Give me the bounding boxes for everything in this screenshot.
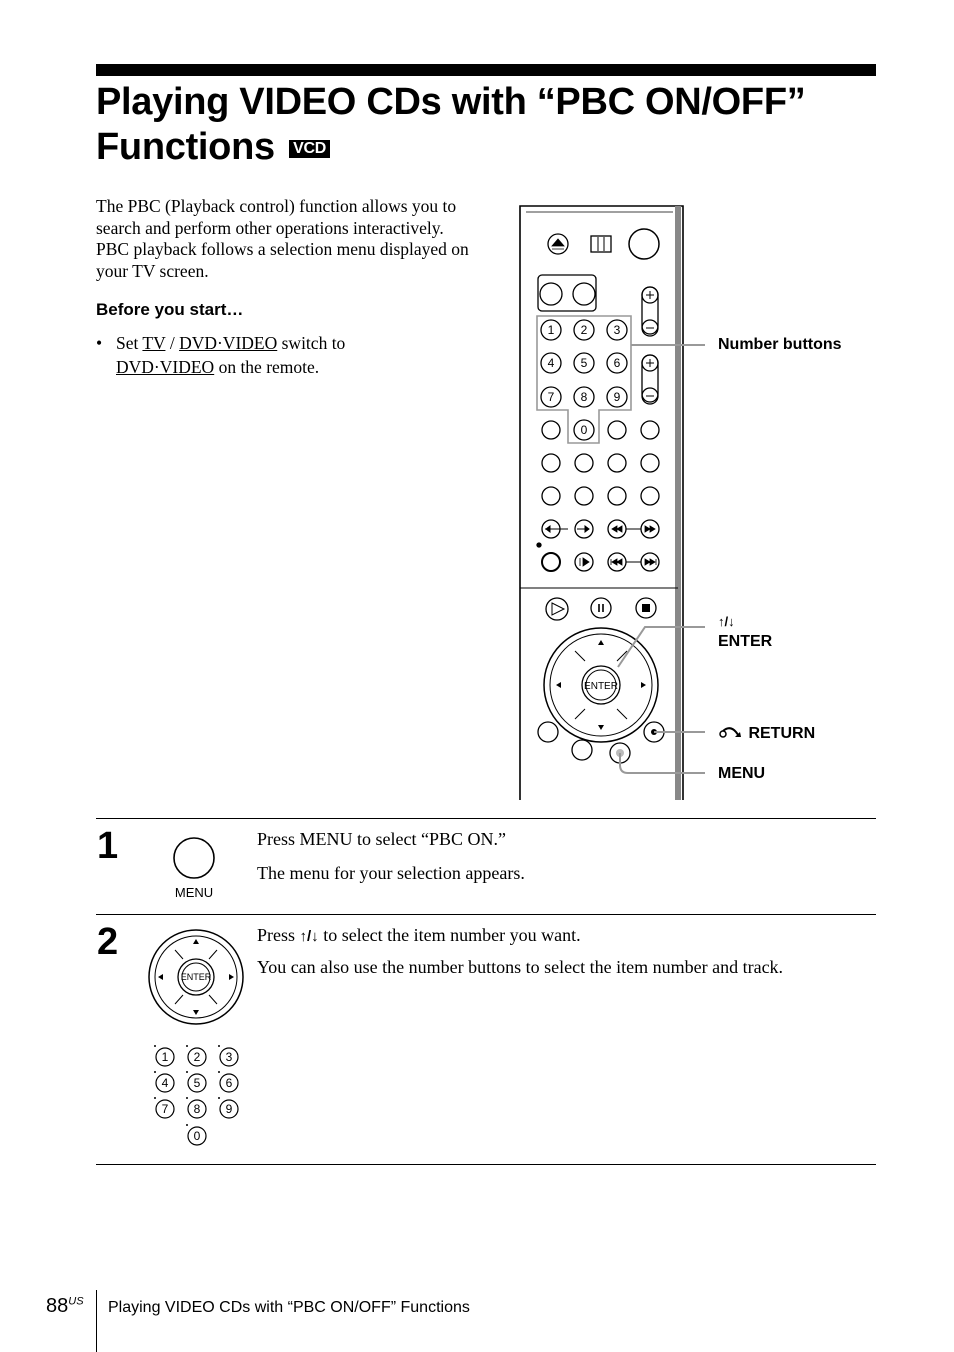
step-1-instruction: Press MENU to select “PBC ON.” [257,829,506,849]
remote-digit-label: 2 [580,323,588,337]
remote-round-button [641,454,659,472]
menu-callout: MENU [718,765,766,782]
step-1-number: 1 [97,825,119,867]
direction-pad-icon [146,927,246,1027]
remote-round-button [575,487,593,505]
remote-digit-label: 1 [547,323,555,337]
remote-digit-label: 5 [580,356,588,370]
step-divider [96,1164,876,1165]
numpad-digit: 7 [161,1102,169,1116]
numpad-digit: 5 [193,1076,201,1090]
remote-enter-label: ENTER [584,681,618,692]
remote-digit-label: 0 [580,423,588,437]
step-divider [96,914,876,915]
bullet-text: Set [116,333,143,353]
remote-round-button [608,454,626,472]
dvd-video-switch-label: DVD·VIDEO [179,333,278,353]
arrows-callout: ↑/↓ [718,614,735,629]
bullet-text: switch to [277,333,346,353]
enter-callout: ENTER [718,633,773,650]
up-down-arrows: ↑/↓ [299,928,319,945]
return-icon [718,724,744,740]
intro-paragraph: The PBC (Playback control) function allows you to search and perform other operations interactively. PBC playback follows a selection menu displayed on your TV screen. [96,196,469,281]
remote-round-button [542,421,560,439]
page-number-suffix: US [68,1295,84,1308]
before-you-start-heading: Before you start… [96,300,244,319]
return-callout-label: RETURN [748,725,816,742]
numpad-digit: 1 [161,1050,169,1064]
page-title-line1: Playing VIDEO CDs with “PBC ON/OFF” [96,81,806,123]
step-2-number: 2 [97,921,119,963]
footer-section-title: Playing VIDEO CDs with “PBC ON/OFF” Functions [108,1299,470,1316]
power-button [629,229,659,259]
step-1-result: The menu for your selection appears. [257,863,525,883]
title-bar [96,64,876,76]
remote-digit-label: 4 [547,356,555,370]
footer-divider [96,1290,97,1352]
tv-video-button [591,236,611,252]
remote-round-button [542,487,560,505]
remote-round-button [608,487,626,505]
page-number [46,1295,84,1318]
numpad-digit: 8 [193,1102,201,1116]
numpad-digit: 0 [193,1129,201,1143]
step-2-text [257,924,877,978]
remote-round-button [573,283,595,305]
step-1-text [257,828,877,884]
page-title [96,80,886,170]
dvd-video-switch-label-2: DVD·VIDEO [116,357,215,377]
step-2-note: You can also use the number buttons to select the item number and track. [257,957,784,977]
step-2-text-part: to select the item number you want. [318,925,581,945]
remote-round-button [608,421,626,439]
bullet-mark: • [96,333,103,353]
remote-round-button [641,487,659,505]
remote-round-button [540,283,562,305]
bullet-text: on the remote. [214,357,320,377]
page-number-value: 88 [46,1295,69,1317]
number-buttons-callout: Number buttons [718,336,842,353]
numpad-digit: 4 [161,1076,169,1090]
setup-bullet [96,331,456,379]
remote-control-illustration [515,200,705,805]
remote-digit-label: 9 [613,390,621,404]
numpad-digit: 2 [193,1050,201,1064]
remote-round-button [538,722,558,742]
enter-icon-label: ENTER [180,972,212,982]
remote-round-button [575,454,593,472]
numpad-digit: 9 [225,1102,233,1116]
page-title-line2: Functions [96,126,275,168]
remote-digit-label: 8 [580,390,588,404]
vcd-badge: VCD [289,140,330,158]
step-2-instruction [257,924,877,948]
bullet-text: / [165,333,180,353]
remote-round-button [542,454,560,472]
step-divider [96,818,876,819]
remote-round-button [542,553,560,571]
return-callout [718,724,815,744]
remote-digit-label: 7 [547,390,555,404]
numpad-digit: 3 [225,1050,233,1064]
pause-button [591,598,611,618]
numpad-digit: 6 [225,1076,233,1090]
menu-button-label: MENU [174,885,214,900]
step-2-text-part: Press [257,925,300,945]
remote-digit-label: 3 [613,323,621,337]
remote-digit-label: 6 [613,356,621,370]
tv-switch-label: TV [142,333,166,353]
menu-button-icon [172,836,216,880]
remote-round-button [641,421,659,439]
number-buttons-icon [148,1040,244,1148]
remote-round-button [572,740,592,760]
